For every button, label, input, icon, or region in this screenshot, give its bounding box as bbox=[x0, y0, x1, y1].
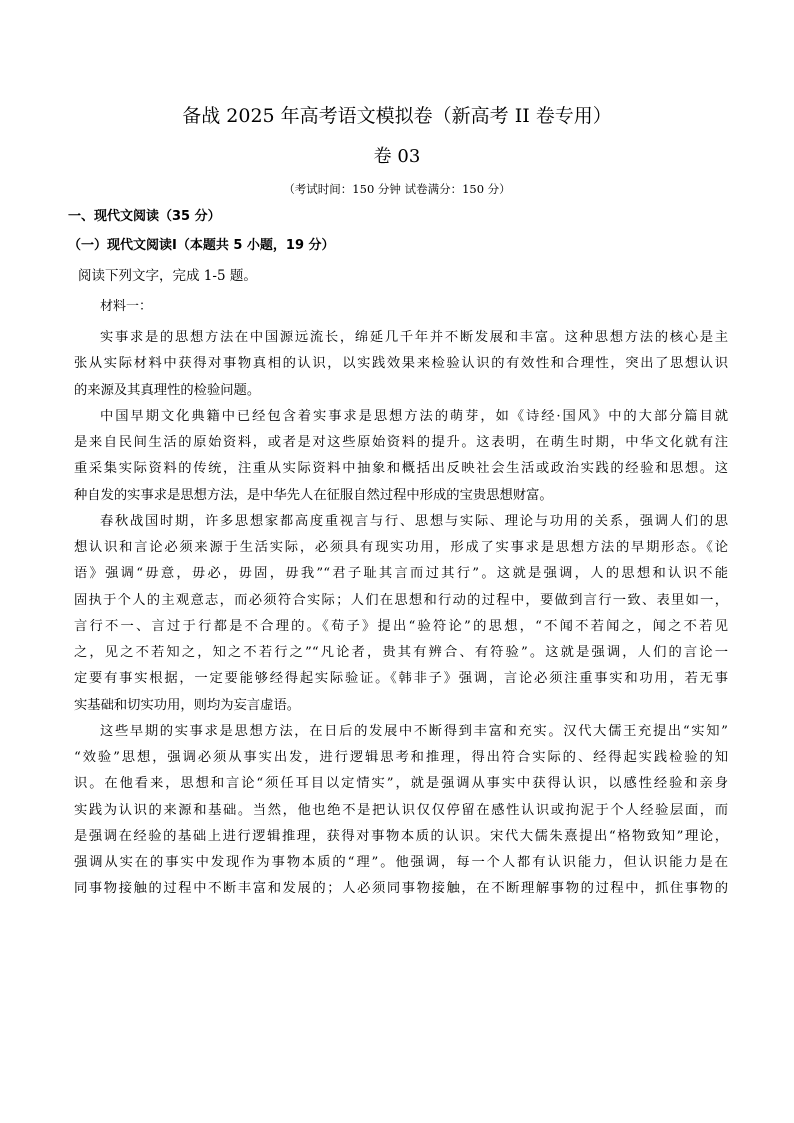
passage-line: 实基础和切实功用，则均为妄言虚语。 bbox=[74, 697, 301, 713]
passage-line: 中国早期文化典籍中已经包含着实事求是思想方法的萌芽，如《诗经·国风》中的大部分篇目就 bbox=[100, 408, 728, 424]
passage-line: 是强调在经验的基础上进行逻辑推理，获得对事物本质的认识。宋代大儒朱熹提出“格物致知”理论， bbox=[74, 828, 728, 844]
passage-line: 语》强调“毋意，毋必，毋固，毋我”“君子耻其言而过其行”。这就是强调，人的思想和认识不能 bbox=[74, 566, 728, 582]
passage-line: 固执于个人的主观意志，而必须符合实际；人们在思想和行动的过程中，要做到言行一致、表里如一， bbox=[74, 592, 728, 608]
passage-line: 同事物接触的过程中不断丰富和发展的；人必须同事物接触，在不断理解事物的过程中，抓住事物的 bbox=[74, 881, 728, 897]
reading-instruction: 阅读下列文字，完成 1-5 题。 bbox=[78, 268, 257, 284]
section-title: 一、现代文阅读（35 分） bbox=[68, 209, 221, 224]
passage-line: 识。在他看来，思想和言论“须任耳目以定情实”，就是强调从事实中获得认识，以感性经验和亲身 bbox=[74, 776, 728, 792]
passage-line: 张从实际材料中获得对事物真相的认识，以实践效果来检验认识的有效性和合理性，突出了思想认识 bbox=[74, 356, 728, 372]
material-label: 材料一： bbox=[100, 299, 153, 314]
passage-line: 的来源及其真理性的检验问题。 bbox=[74, 382, 261, 398]
passage-line: “效验”思想，强调必须从事实出发，进行逻辑思考和推理，得出符合实际的、经得起实践检验的知 bbox=[74, 750, 728, 765]
paper-number: 卷 03 bbox=[373, 146, 421, 167]
passage-line: 定要有事实根据，一定要能够经得起实际验证。《韩非子》强调，言论必须注重事实和功用，若无事 bbox=[74, 671, 728, 687]
passage-line: 种自发的实事求是思想方法，是中华先人在征服自然过程中形成的宝贵思想财富。 bbox=[74, 487, 553, 503]
passage-line: 之，见之不若知之，知之不若行之”“凡论者，贵其有辨合、有符验”。这就是强调，人们的言论一 bbox=[74, 645, 728, 660]
passage-line: 春秋战国时期，许多思想家都高度重视言与行、思想与实际、理论与功用的关系，强调人们的思 bbox=[100, 513, 728, 529]
exam-title: 备战 2025 年高考语文模拟卷（新高考 II 卷专用） bbox=[182, 105, 612, 127]
passage-line: 重采集实际资料的传统，注重从实际资料中抽象和概括出反映社会生活或政治实践的经验和思想。这 bbox=[74, 461, 728, 477]
passage-line: 这些早期的实事求是思想方法，在日后的发展中不断得到丰富和充实。汉代大儒王充提出“实知” bbox=[100, 723, 728, 739]
passage-line: 实践为认识的来源和基础。当然，他也绝不是把认识仅仅停留在感性认识或拘泥于个人经验层面，而 bbox=[74, 802, 728, 818]
passage-line: 想认识和言论必须来源于生活实际，必须具有现实功用，形成了实事求是思想方法的早期形态。《论 bbox=[74, 540, 728, 555]
subsection-title: （一）现代文阅读Ⅰ（本题共 5 小题，19 分） bbox=[68, 238, 335, 253]
passage-line: 强调从实在的事实中发现作为事物本质的“理”。他强调，每一个人都有认识能力，但认识能力是在 bbox=[74, 855, 728, 870]
passage-line: 实事求是的思想方法在中国源远流长，绵延几千年并不断发展和丰富。这种思想方法的核心是主 bbox=[100, 330, 728, 345]
passage-line: 言行不一、言过于行都是不合理的。《荀子》提出“验符论”的思想，“不闻不若闻之，闻之不若见 bbox=[74, 618, 728, 634]
passage-line: 是来自民间生活的原始资料，或者是对这些原始资料的提升。这表明，在萌生时期，中华文化就有注 bbox=[74, 435, 728, 450]
exam-time-info: （考试时间：150 分钟 试卷满分：150 分） bbox=[283, 182, 511, 196]
reading-passage bbox=[74, 325, 728, 903]
